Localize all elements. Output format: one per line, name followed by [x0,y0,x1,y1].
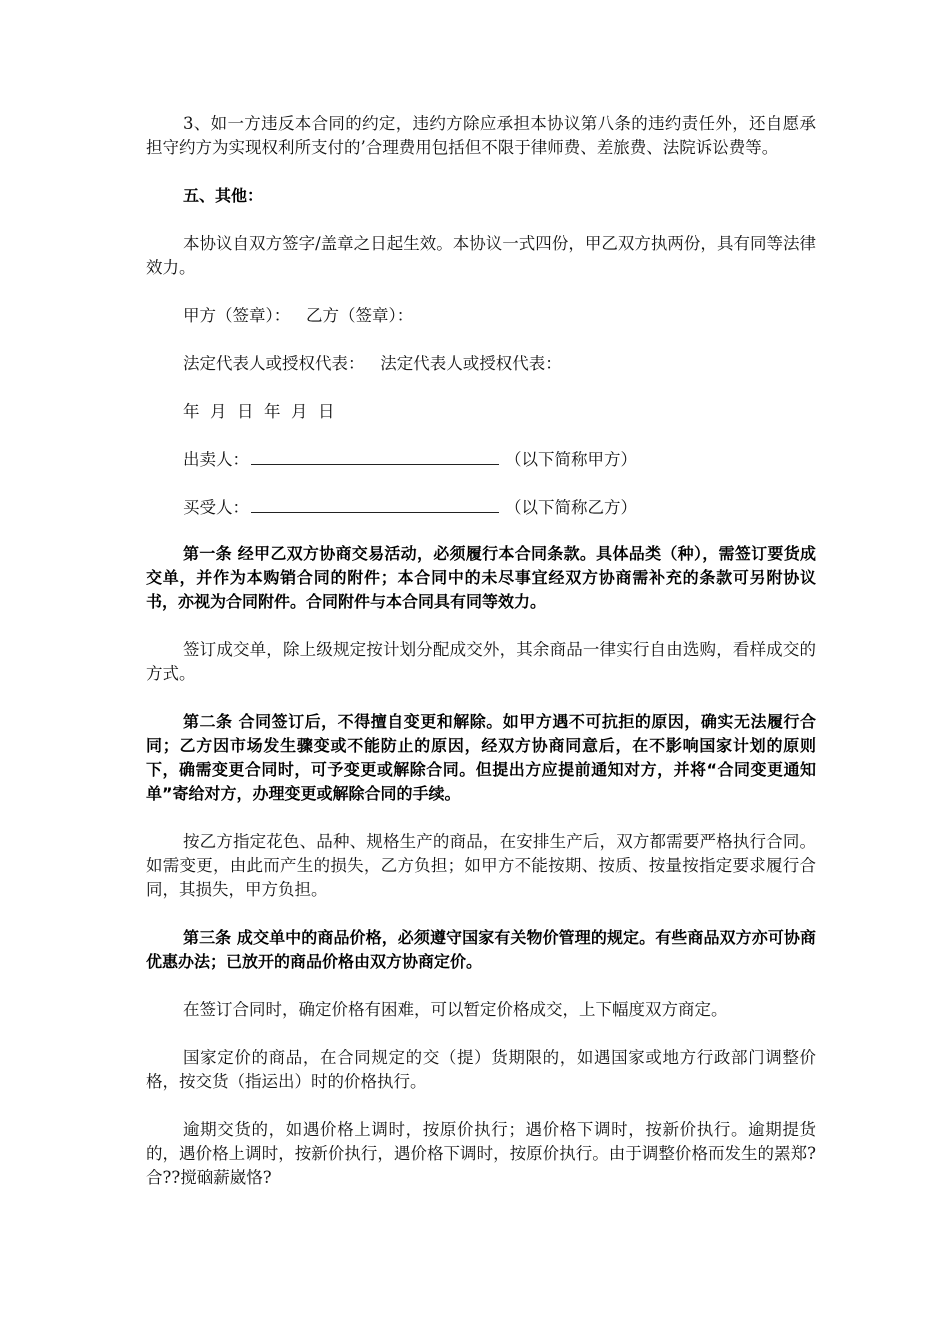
seller-blank[interactable] [251,450,499,465]
production-paragraph: 按乙方指定花色、品种、规格生产的商品，在安排生产后，双方都需要严格执行合同。如需变更，由此而产生的损失，乙方负担；如甲方不能按期、按质、按量按指定要求履行合同，其损失，甲方负担。 [146,832,816,899]
buyer-suffix: （以下简称乙方） [505,498,637,517]
signature-line: 甲方（签章）： 乙方（签章）： [183,306,414,325]
seller-label: 出卖人： [183,450,249,469]
seller-line [146,448,816,472]
state-price-paragraph: 国家定价的商品，在合同规定的交（提）货期限的，如遇国家或地方行政部门调整价格，按交货（指运出）时的价格执行。 [146,1048,816,1091]
section-5-heading: 五、其他： [183,186,264,205]
effective-paragraph: 本协议自双方签字/盖章之日起生效。本协议一式四份，甲乙双方执两份，具有同等法律效力。 [146,234,816,277]
clause-3-paragraph: 3、如一方违反本合同的约定，违约方除应承担本协议第八条的违约责任外，还自愿承担守约方为实现权利所支付的’合理费用包括但不限于律师费、差旅费、法院诉讼费等。 [146,114,816,157]
article-1: 第一条 经甲乙双方协商交易活动，必须履行本合同条款。具体品类（种），需签订要货成交单，并作为本购销合同的附件；本合同中的未尽事宜经双方协商需补充的条款可另附协议书，亦视为合同附件。合同附件与本合同具有同等效力。 [146,544,816,611]
buyer-blank[interactable] [251,498,499,513]
price-paragraph: 在签订合同时，确定价格有困难，可以暂定价格成交，上下幅度双方商定。 [183,1000,728,1019]
seller-suffix: （以下简称甲方） [505,450,637,469]
order-paragraph: 签订成交单，除上级规定按计划分配成交外，其余商品一律实行自由选购，看样成交的方式。 [146,640,816,683]
article-2: 第二条 合同签订后，不得擅自变更和解除。如甲方遇不可抗拒的原因，确实无法履行合同；乙方因市场发生骤变或不能防止的原因，经双方协商同意后，在不影响国家计划的原则下，确需变更合同时，可予变更或解除合同。但提出方应提前通知对方，并将“合同变更通知单”寄给对方，办理变更或解除合同的手续。 [146,712,816,803]
date-line: 年 月 日 年 月 日 [183,402,335,421]
overdue-paragraph: 逾期交货的，如遇价格上调时，按原价执行；遇价格下调时，按新价执行。逾期提货的，遇价格上调时，按新价执行，遇价格下调时，按原价执行。由于调整价格而发生的罴郑?合??搅硇薪崴恪? [146,1120,816,1187]
article-3: 第三条 成交单中的商品价格，必须遵守国家有关物价管理的规定。有些商品双方亦可协商优惠办法；已放开的商品价格由双方协商定价。 [146,928,816,971]
document-page [146,112,816,1190]
representative-line: 法定代表人或授权代表： 法定代表人或授权代表： [183,354,562,373]
buyer-label: 买受人： [183,498,249,517]
buyer-line [146,496,816,520]
